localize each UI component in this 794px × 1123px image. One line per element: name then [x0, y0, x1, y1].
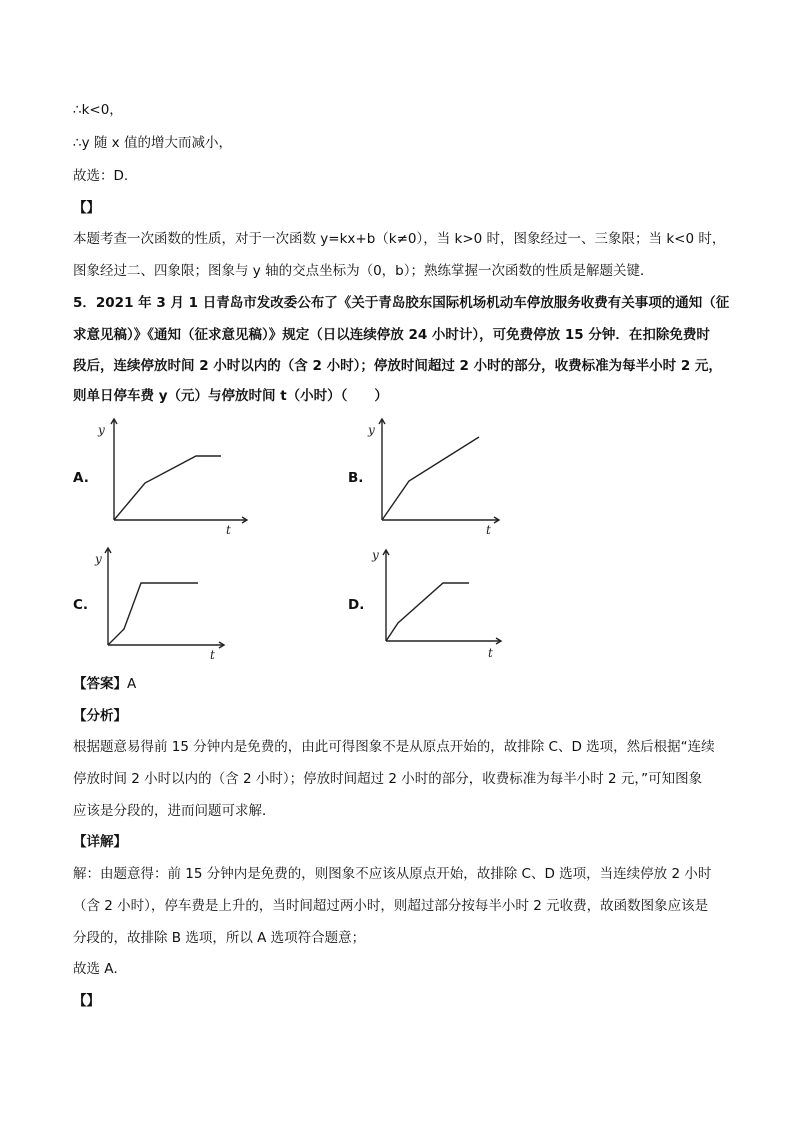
y-axis-label: y — [372, 548, 379, 562]
graph-line — [382, 437, 479, 520]
question-text: 段后，连续停放时间 2 小时以内的（含 2 小时）；停放时间超过 2 小时的部分，收费标准为每半小时 2 元， — [73, 358, 722, 374]
text-line: ∴y 随 x 值的增大而减小， — [73, 135, 232, 151]
answer-heading: 【答案】 — [73, 676, 127, 692]
text-line: 本题考查一次函数的性质，对于一次函数 y=kx+b（k≠0），当 k>0 时，图象经过一、三象限；当 k<0 时， — [73, 231, 726, 247]
text-line: 故选 A． — [73, 961, 128, 977]
option-d-graph — [368, 545, 538, 665]
option-a-label: A. — [73, 470, 89, 486]
option-c-graph — [90, 545, 260, 665]
text-line: （含 2 小时），停车费是上升的，当时间超过两小时，则超过部分按每半小时 2 元收费，故函数图象应该是 — [73, 898, 709, 914]
t-axis-label: t — [486, 523, 491, 537]
text-line: 解：由题意得：前 15 分钟内是免费的，则图象不应该从原点开始，故排除 C、D 选项，当连续停放 2 小时 — [73, 866, 712, 882]
text-line: ∴k<0， — [73, 102, 123, 118]
answer-value: A — [127, 676, 137, 692]
question-text: 5．2021 年 3 月 1 日青岛市发改委公布了《关于青岛胶东国际机场机动车停放服务收费有关事项的通知（征 — [73, 295, 730, 311]
section-bracket: 【】 — [73, 993, 100, 1009]
text-line: 故选：D. — [73, 168, 129, 184]
y-axis-label: y — [368, 423, 375, 437]
text-line: 应该是分段的，进而问题可求解． — [73, 803, 276, 819]
question-text: 则单日停车费 y（元）与停放时间 t（小时）（ ） — [73, 388, 388, 404]
analysis-heading: 【分析】 — [73, 708, 127, 724]
text-line: 根据题意易得前 15 分钟内是免费的，由此可得图象不是从原点开始的，故排除 C、D 选项，然后根据“连续 — [73, 739, 715, 755]
text-line: 图象经过二、四象限；图象与 y 轴的交点坐标为（0，b）；熟练掌握一次函数的性质是解题关键． — [73, 263, 654, 279]
y-axis-label: y — [98, 423, 105, 437]
detail-heading: 【详解】 — [73, 834, 127, 850]
section-bracket: 【】 — [73, 200, 100, 216]
question-text: 求意见稿）》《通知（征求意见稿）》规定（日以连续停放 24 小时计），可免费停放 15 分钟．在扣除免费时 — [73, 327, 710, 343]
t-axis-label: t — [488, 646, 493, 660]
text-line: 分段的，故排除 B 选项，所以 A 选项符合题意； — [73, 930, 366, 946]
graph-line — [108, 583, 198, 645]
answer — [73, 674, 136, 694]
t-axis-label: t — [226, 523, 231, 537]
graph-line — [114, 456, 221, 520]
text-line: 停放时间 2 小时以内的（含 2 小时）；停放时间超过 2 小时的部分，收费标准为每半小时 2 元，”可知图象 — [73, 771, 703, 787]
option-b-label: B. — [348, 470, 364, 486]
option-a-graph — [90, 418, 260, 538]
graph-line — [386, 583, 469, 641]
option-b-graph — [360, 418, 530, 538]
option-d-label: D. — [348, 597, 365, 613]
option-c-label: C. — [73, 597, 89, 613]
t-axis-label: t — [210, 648, 215, 662]
y-axis-label: y — [95, 552, 102, 566]
